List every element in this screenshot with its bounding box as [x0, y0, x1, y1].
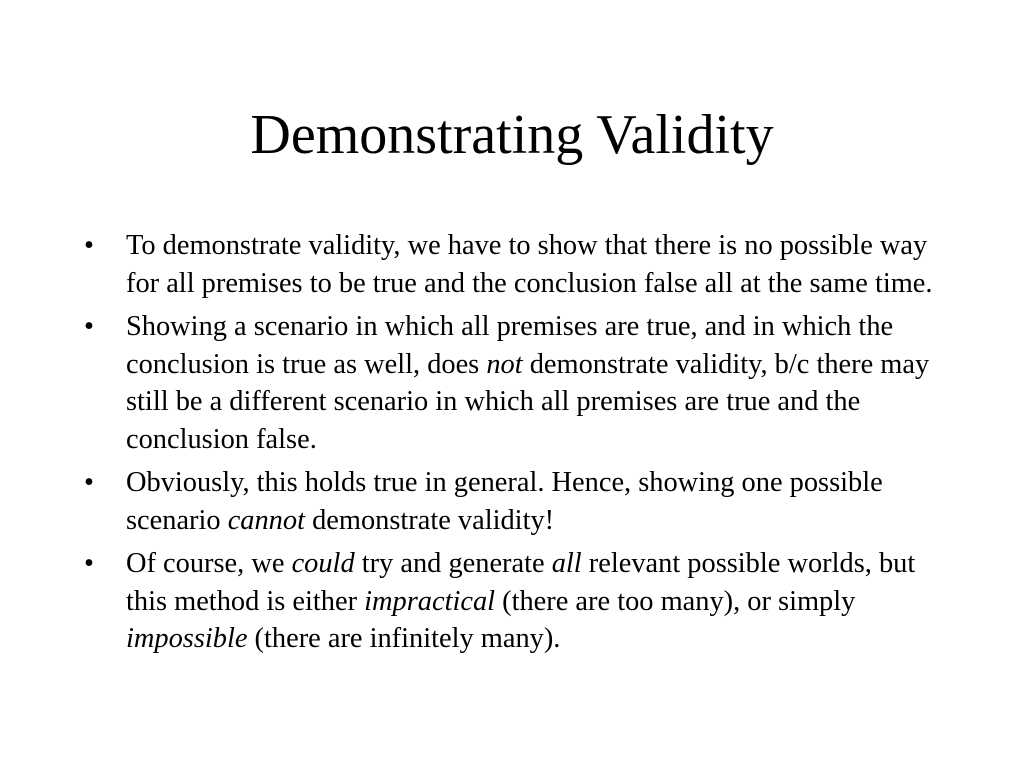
bullet-text-segment: To demonstrate validity, we have to show that there is no possible way for all premises to be true and the conclusion false all at the same time.	[126, 230, 933, 299]
bullet-text-segment: (there are too many), or simply	[495, 585, 856, 617]
bullet-item	[84, 308, 944, 458]
bullet-text-segment: Of course, we	[126, 548, 292, 579]
bullet-text-segment: demonstrate validity, b/c there may still be a different scenario in which all premises are true and the conclusion false.	[126, 348, 930, 455]
bullet-text-emphasis: could	[291, 548, 355, 579]
bullet-text	[126, 230, 933, 299]
bullet-list	[84, 227, 944, 664]
bullet-icon: •	[84, 467, 94, 498]
bullet-text-segment: Showing a scenario in which all premises are true, and in which the conclusion is true as well, does	[126, 311, 894, 380]
bullet-text-segment: relevant possible worlds, but this method is either	[126, 548, 916, 617]
bullet-item	[84, 227, 944, 302]
bullet-text-emphasis: impractical	[364, 585, 496, 617]
bullet-text	[126, 311, 929, 455]
bullet-text-segment: Obviously, this holds true in general. Hence, showing one possible scenario	[126, 467, 883, 536]
bullet-item	[84, 545, 944, 658]
bullet-text-emphasis: cannot	[227, 504, 305, 536]
slide-title: Demonstrating Validity	[250, 104, 774, 166]
bullet-text-emphasis: not	[486, 348, 523, 380]
bullet-text	[126, 467, 883, 536]
bullet-icon: •	[84, 548, 94, 579]
bullet-text-emphasis: impossible	[126, 623, 248, 654]
bullet-text-segment: (there are infinitely many).	[247, 623, 561, 654]
bullet-text	[126, 548, 915, 654]
bullet-item	[84, 464, 944, 539]
bullet-icon: •	[84, 311, 94, 342]
bullet-text-emphasis: all	[551, 548, 582, 579]
bullet-text-segment: demonstrate validity!	[304, 504, 555, 536]
bullet-text-segment: try and generate	[354, 548, 552, 579]
bullet-icon: •	[84, 230, 94, 261]
